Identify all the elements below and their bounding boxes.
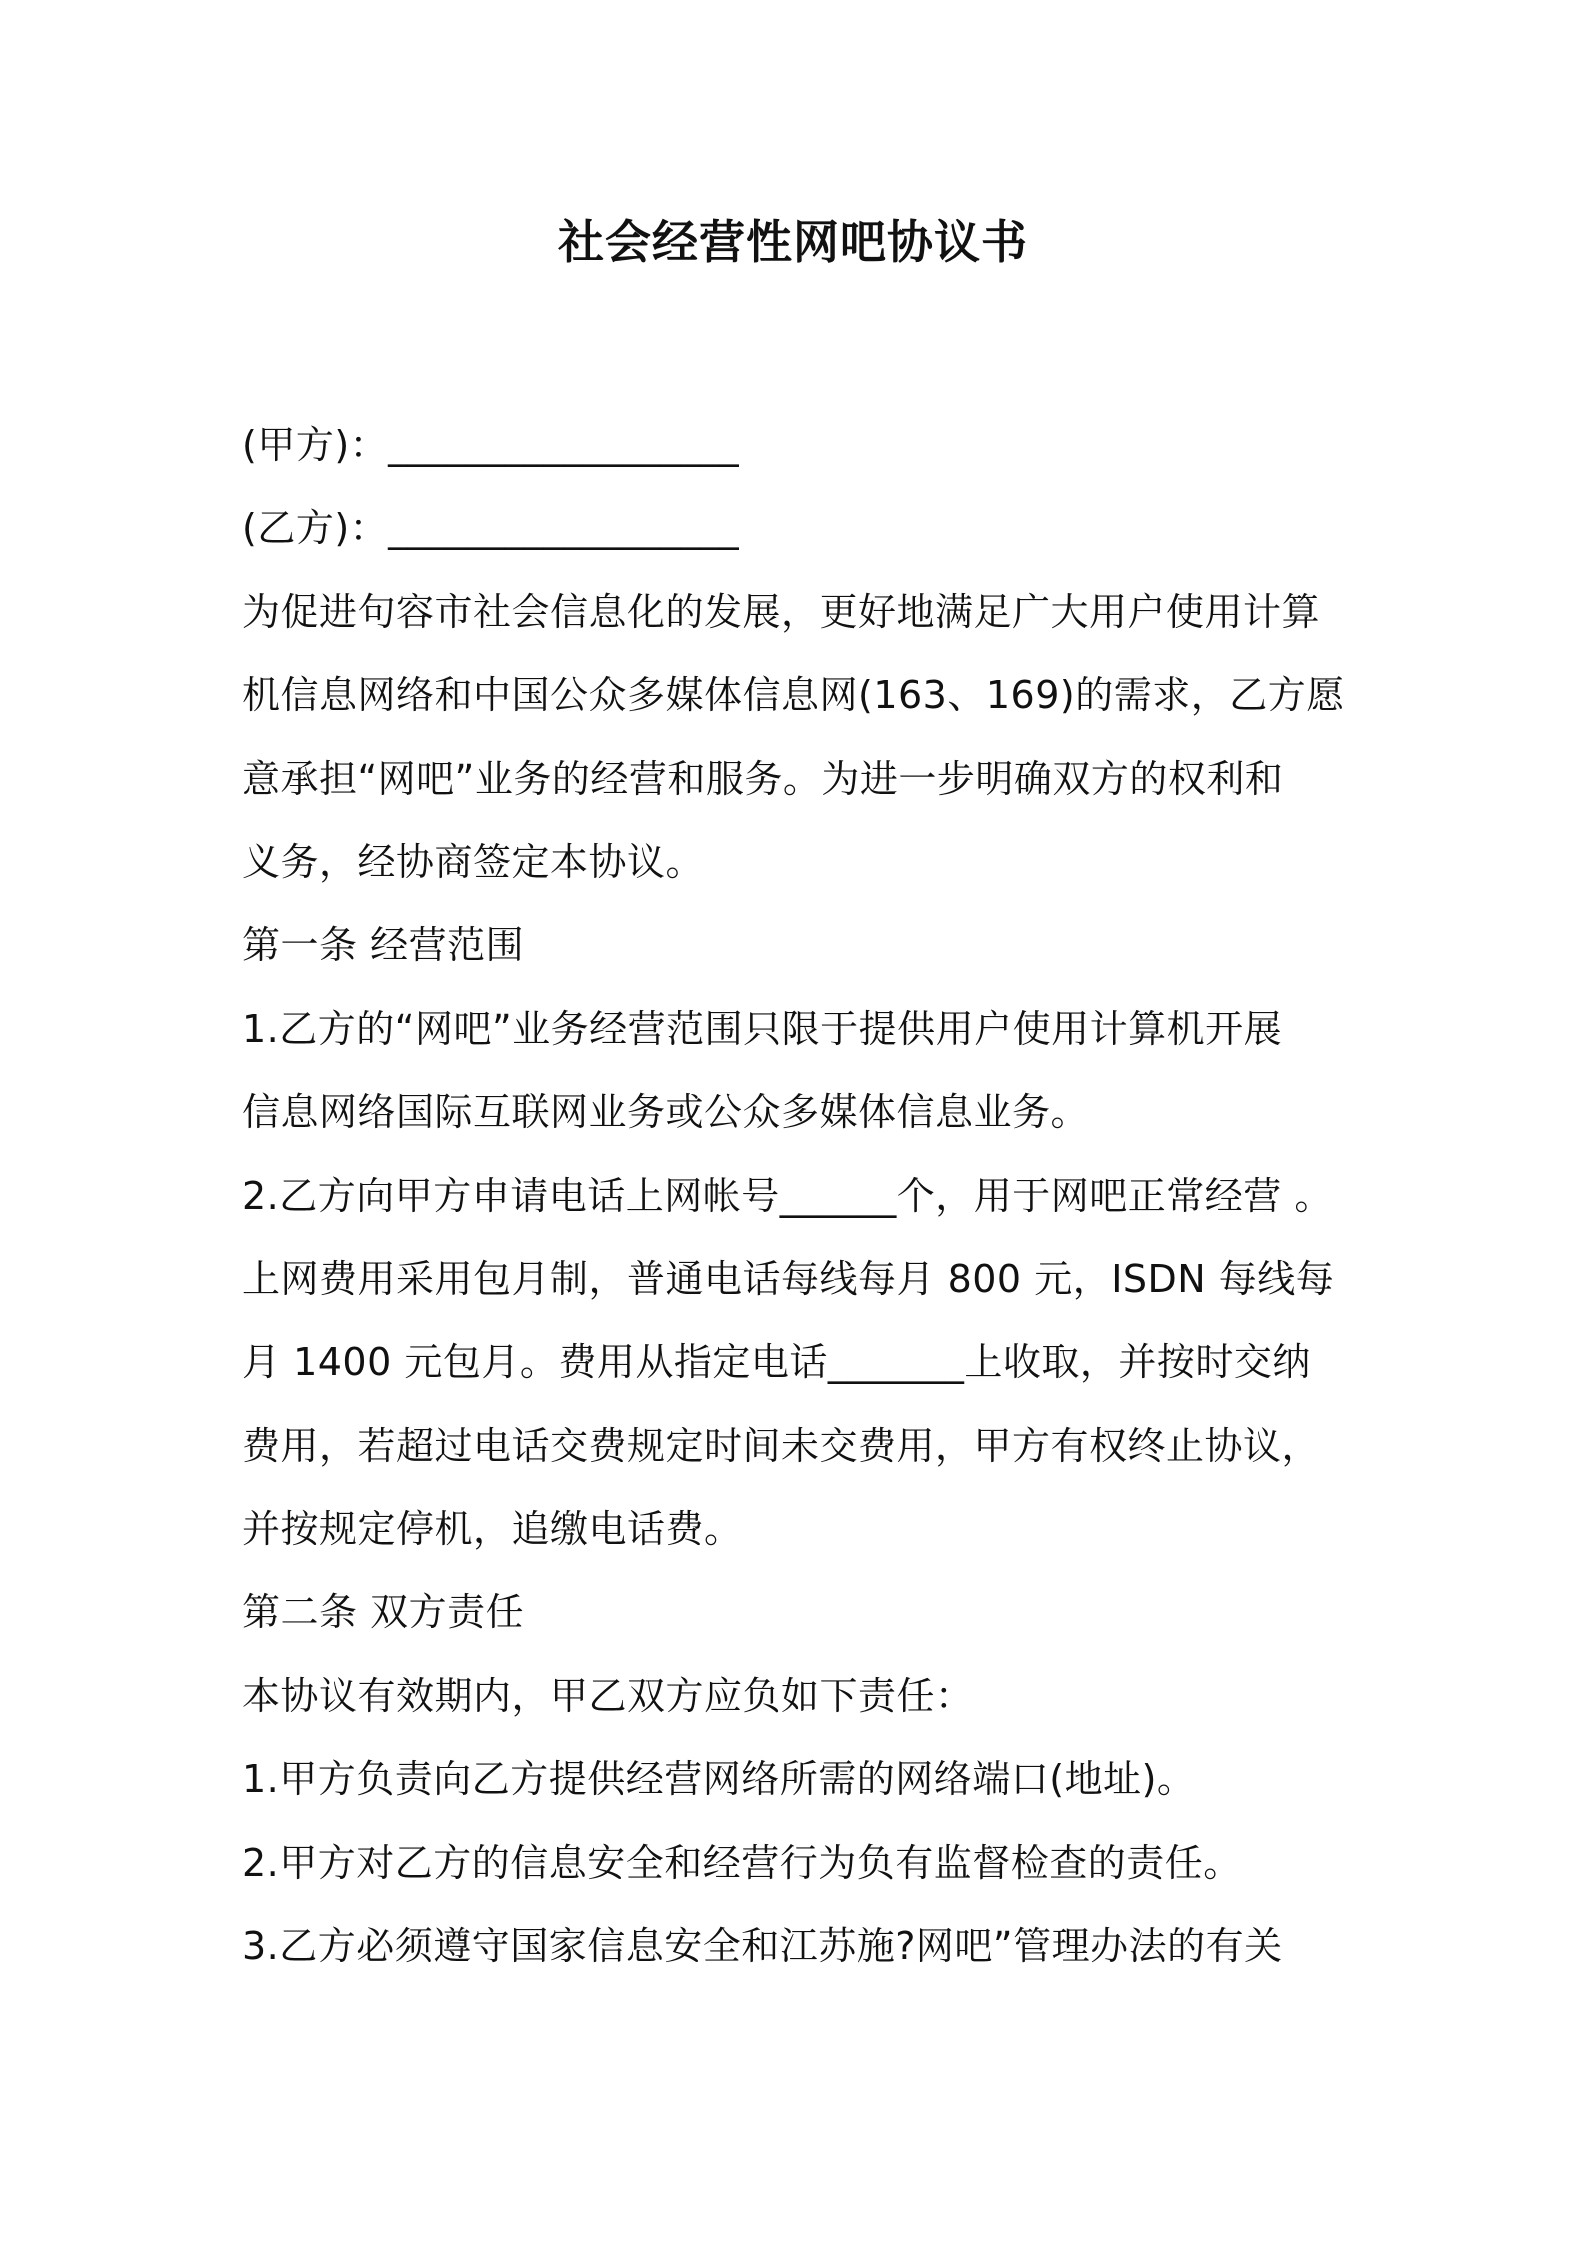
intro-line-3: 意承担“网吧”业务的经营和服务。为进一步明确双方的权利和 — [242, 756, 1284, 801]
article-1-item-2-line-1: 2.乙方向甲方申请电话上网帐号______个，用于网吧正常经营 。 — [242, 1173, 1333, 1218]
article-2-item-3: 3.乙方必须遵守国家信息安全和江苏施?网吧”管理办法的有关 — [242, 1924, 1283, 1969]
party-b-line: (乙方)：__________________ — [242, 506, 740, 551]
article-1-item-2-line-4: 费用，若超过电话交费规定时间未交费用，甲方有权终止协议， — [242, 1423, 1321, 1468]
intro-line-2: 机信息网络和中国公众多媒体信息网(163、169)的需求，乙方愿 — [242, 673, 1345, 718]
article-1-item-2-line-5: 并按规定停机，追缴电话费。 — [242, 1507, 743, 1552]
party-a-line: (甲方)：__________________ — [242, 423, 740, 467]
article-2-heading: 第二条 双方责任 — [242, 1590, 525, 1635]
article-1-heading: 第一条 经营范围 — [242, 923, 525, 968]
article-2-item-2: 2.甲方对乙方的信息安全和经营行为负有监督检查的责任。 — [242, 1840, 1242, 1885]
intro-line-1: 为促进句容市社会信息化的发展，更好地满足广大用户使用计算 — [242, 589, 1321, 634]
article-1-item-2-line-3: 月 1400 元包月。费用从指定电话_______上收取，并按时交纳 — [242, 1340, 1311, 1385]
article-2-intro: 本协议有效期内，甲乙双方应负如下责任： — [242, 1673, 974, 1718]
article-1-item-2-line-2: 上网费用采用包月制，普通电话每线每月 800 元，ISDN 每线每 — [242, 1256, 1335, 1301]
intro-line-4: 义务，经协商签定本协议。 — [242, 839, 705, 884]
article-1-item-1-line-2: 信息网络国际互联网业务或公众多媒体信息业务。 — [242, 1090, 1090, 1135]
article-1-item-1-line-1: 1.乙方的“网吧”业务经营范围只限于提供用户使用计算机开展 — [242, 1006, 1283, 1051]
article-2-item-1: 1.甲方负责向乙方提供经营网络所需的网络端口(地址)。 — [242, 1757, 1196, 1802]
document-title: 社会经营性网吧协议书 — [558, 215, 1028, 269]
document-body — [242, 404, 1372, 1988]
